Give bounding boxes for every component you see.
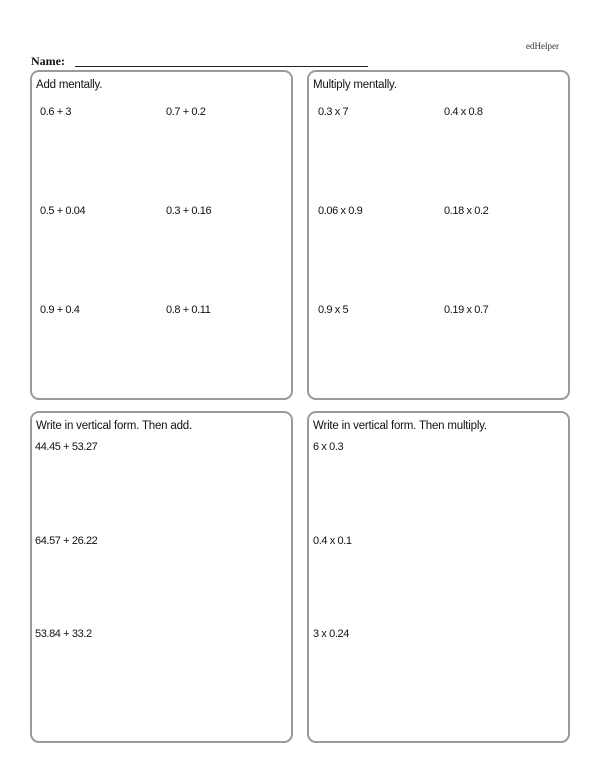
problem: 0.6 + 3 (40, 106, 72, 118)
brand-label: edHelper (526, 41, 559, 51)
section-instruction: Add mentally. (36, 79, 103, 91)
name-label: Name: (31, 54, 65, 68)
problem: 6 x 0.3 (313, 441, 344, 453)
problem: 53.84 + 33.2 (35, 628, 92, 640)
name-line[interactable] (75, 66, 368, 67)
section-instruction: Write in vertical form. Then multiply. (313, 420, 487, 432)
problem: 0.06 x 0.9 (318, 205, 363, 217)
section-instruction: Write in vertical form. Then add. (36, 420, 192, 432)
problem: 0.9 + 0.4 (40, 304, 80, 316)
problem: 44.45 + 53.27 (35, 441, 98, 453)
problem: 0.5 + 0.04 (40, 205, 86, 217)
problem: 0.4 x 0.1 (313, 535, 352, 547)
add-mentally-panel (30, 70, 293, 400)
section-instruction: Multiply mentally. (313, 79, 397, 91)
multiply-mentally-panel (307, 70, 570, 400)
problem: 0.4 x 0.8 (444, 106, 483, 118)
problem: 0.7 + 0.2 (166, 106, 206, 118)
problem: 0.3 x 7 (318, 106, 349, 118)
problem: 0.19 x 0.7 (444, 304, 489, 316)
problem: 3 x 0.24 (313, 628, 349, 640)
problem: 0.18 x 0.2 (444, 205, 489, 217)
problem: 64.57 + 26.22 (35, 535, 98, 547)
problem: 0.3 + 0.16 (166, 205, 212, 217)
problem: 0.8 + 0.11 (166, 304, 211, 316)
vertical-multiply-panel (307, 411, 570, 743)
problem: 0.9 x 5 (318, 304, 349, 316)
vertical-add-panel (30, 411, 293, 743)
